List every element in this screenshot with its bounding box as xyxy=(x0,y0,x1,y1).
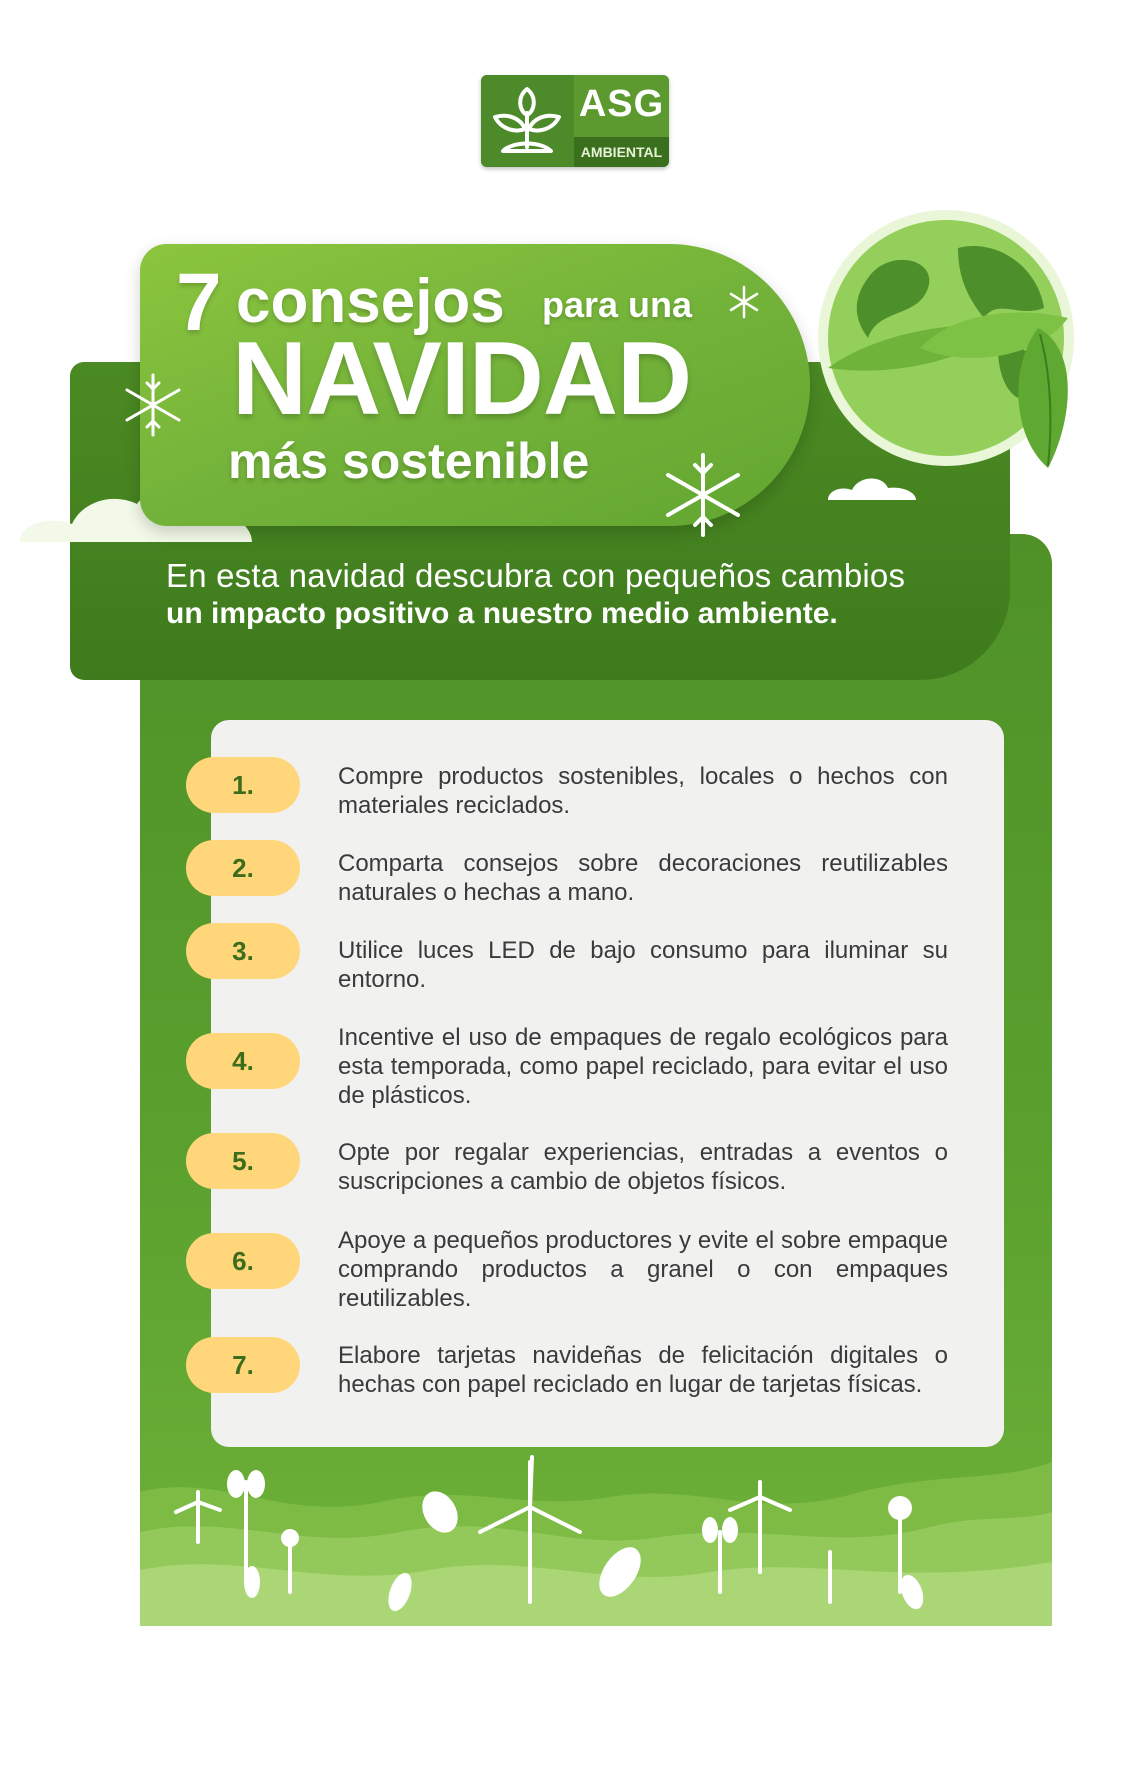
tip-text: Incentive el uso de empaques de regalo ecológicos para esta temporada, como papel reciclado, para evitar el uso de plásticos. xyxy=(338,1024,948,1109)
tip-number-badge: 2. xyxy=(186,840,300,896)
subtitle-line-2: un impacto positivo a nuestro medio ambiente. xyxy=(166,597,838,630)
tip-number-badge: 6. xyxy=(186,1233,300,1289)
globe-with-leaves-icon xyxy=(808,208,1084,484)
tip-number-badge: 4. xyxy=(186,1033,300,1089)
tip-text: Apoye a pequeños productores y evite el sobre empaque comprando productos a granel o con empaques reutilizables. xyxy=(338,1227,948,1312)
tip-text: Compre productos sostenibles, locales o hechos con materiales reciclados. xyxy=(338,763,948,819)
title-para-una: para una xyxy=(542,284,693,325)
tip-number-badge: 1. xyxy=(186,757,300,813)
logo-brand-text: ASG xyxy=(578,83,665,125)
snowflake-icon xyxy=(726,284,762,320)
logo-icon-box xyxy=(481,75,574,167)
subtitle-line-1: En esta navidad descubra con pequeños cambios xyxy=(166,557,906,594)
sprout-icon xyxy=(481,75,574,167)
title-consejos: consejos xyxy=(236,267,505,336)
tip-number-badge: 5. xyxy=(186,1133,300,1189)
tip-text: Elabore tarjetas navideñas de felicitación digitales o hechas con papel reciclado en lugar de tarjetas físicas. xyxy=(338,1342,948,1398)
title-navidad: NAVIDAD xyxy=(232,321,692,437)
logo-subtitle-box xyxy=(574,137,669,167)
asg-ambiental-logo xyxy=(481,75,669,167)
eco-landscape-illustration xyxy=(140,1452,1052,1626)
tip-text: Utilice luces LED de bajo consumo para iluminar su entorno. xyxy=(338,937,948,993)
snowflake-icon xyxy=(118,370,188,440)
logo-subtitle-text: AMBIENTAL xyxy=(580,144,663,160)
title-mas-sostenible: más sostenible xyxy=(228,433,590,489)
tip-text: Opte por regalar experiencias, entradas a eventos o suscripciones a cambio de objetos físicos. xyxy=(338,1139,948,1195)
title-number: 7 xyxy=(176,257,222,348)
logo-brand-box xyxy=(574,75,669,137)
tip-text: Comparta consejos sobre decoraciones reutilizables naturales o hechas a mano. xyxy=(338,850,948,906)
snowflake-icon xyxy=(658,450,748,540)
tip-number-badge: 3. xyxy=(186,923,300,979)
tip-number-badge: 7. xyxy=(186,1337,300,1393)
